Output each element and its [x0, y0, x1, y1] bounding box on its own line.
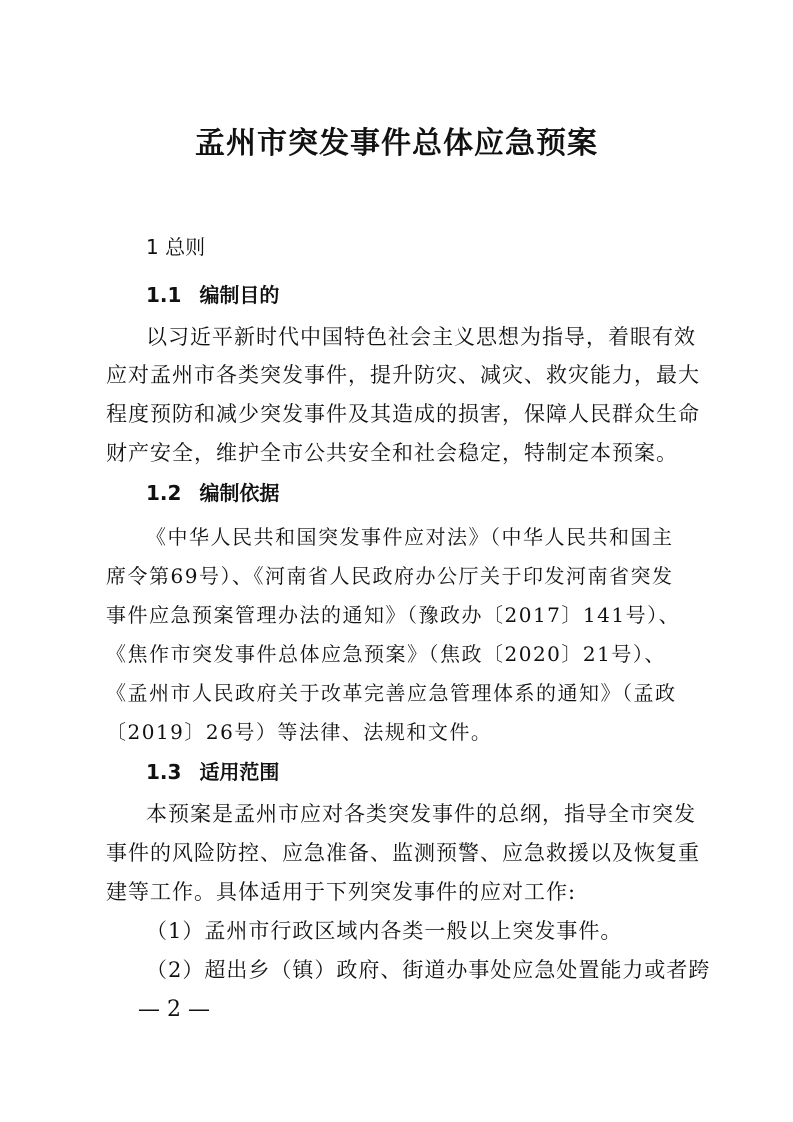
paragraph-line: 《孟州市人民政府关于改革完善应急管理体系的通知》（孟政	[106, 681, 677, 705]
paragraph-line: 本预案是孟州市应对各类突发事件的总纲，指导全市突发	[146, 802, 696, 826]
section-number: 1.3	[146, 760, 182, 784]
section-heading-1-2	[146, 479, 279, 507]
section-heading-1: 1 总则	[146, 235, 206, 259]
paragraph-line: 应对孟州市各类突发事件，提升防灾、减灾、救灾能力，最大	[106, 363, 700, 387]
section-heading-1-3	[146, 758, 279, 786]
section-title: 适用范围	[199, 760, 280, 784]
paragraph-line: 《焦作市突发事件总体应急预案》（焦政〔2020〕21号）、	[106, 642, 666, 666]
paragraph-line: 事件应急预案管理办法的通知》（豫政办〔2017〕141号）、	[106, 603, 681, 627]
document-title: 孟州市突发事件总体应急预案	[195, 126, 598, 161]
paragraph-line: 事件的风险防控、应急准备、监测预警、应急救援以及恢复重	[106, 841, 700, 865]
paragraph-line: 席令第69号）、《河南省人民政府办公厅关于印发河南省突发	[106, 564, 674, 588]
paragraph-line: 程度预防和减少突发事件及其造成的损害，保障人民群众生命	[106, 402, 700, 426]
paragraph-line: 建等工作。具体适用于下列突发事件的应对工作:	[106, 880, 577, 904]
list-item: （2）超出乡（镇）政府、街道办事处应急处置能力或者跨	[146, 958, 711, 982]
paragraph-line: 《中华人民共和国突发事件应对法》（中华人民共和国主	[146, 525, 674, 549]
paragraph-line: 财产安全，维护全市公共安全和社会稳定，特制定本预案。	[106, 441, 678, 465]
page-number: — 2 —	[138, 997, 210, 1022]
paragraph-line: 〔2019〕26号）等法律、法规和文件。	[106, 720, 493, 744]
section-number: 1.1	[146, 283, 182, 307]
section-heading-1-1	[146, 281, 279, 309]
section-title: 编制目的	[199, 283, 280, 307]
list-item: （1）孟州市行政区域内各类一般以上突发事件。	[146, 919, 623, 943]
section-title: 编制依据	[199, 481, 280, 505]
paragraph-line: 以习近平新时代中国特色社会主义思想为指导，着眼有效	[146, 325, 696, 349]
section-number: 1.2	[146, 481, 182, 505]
